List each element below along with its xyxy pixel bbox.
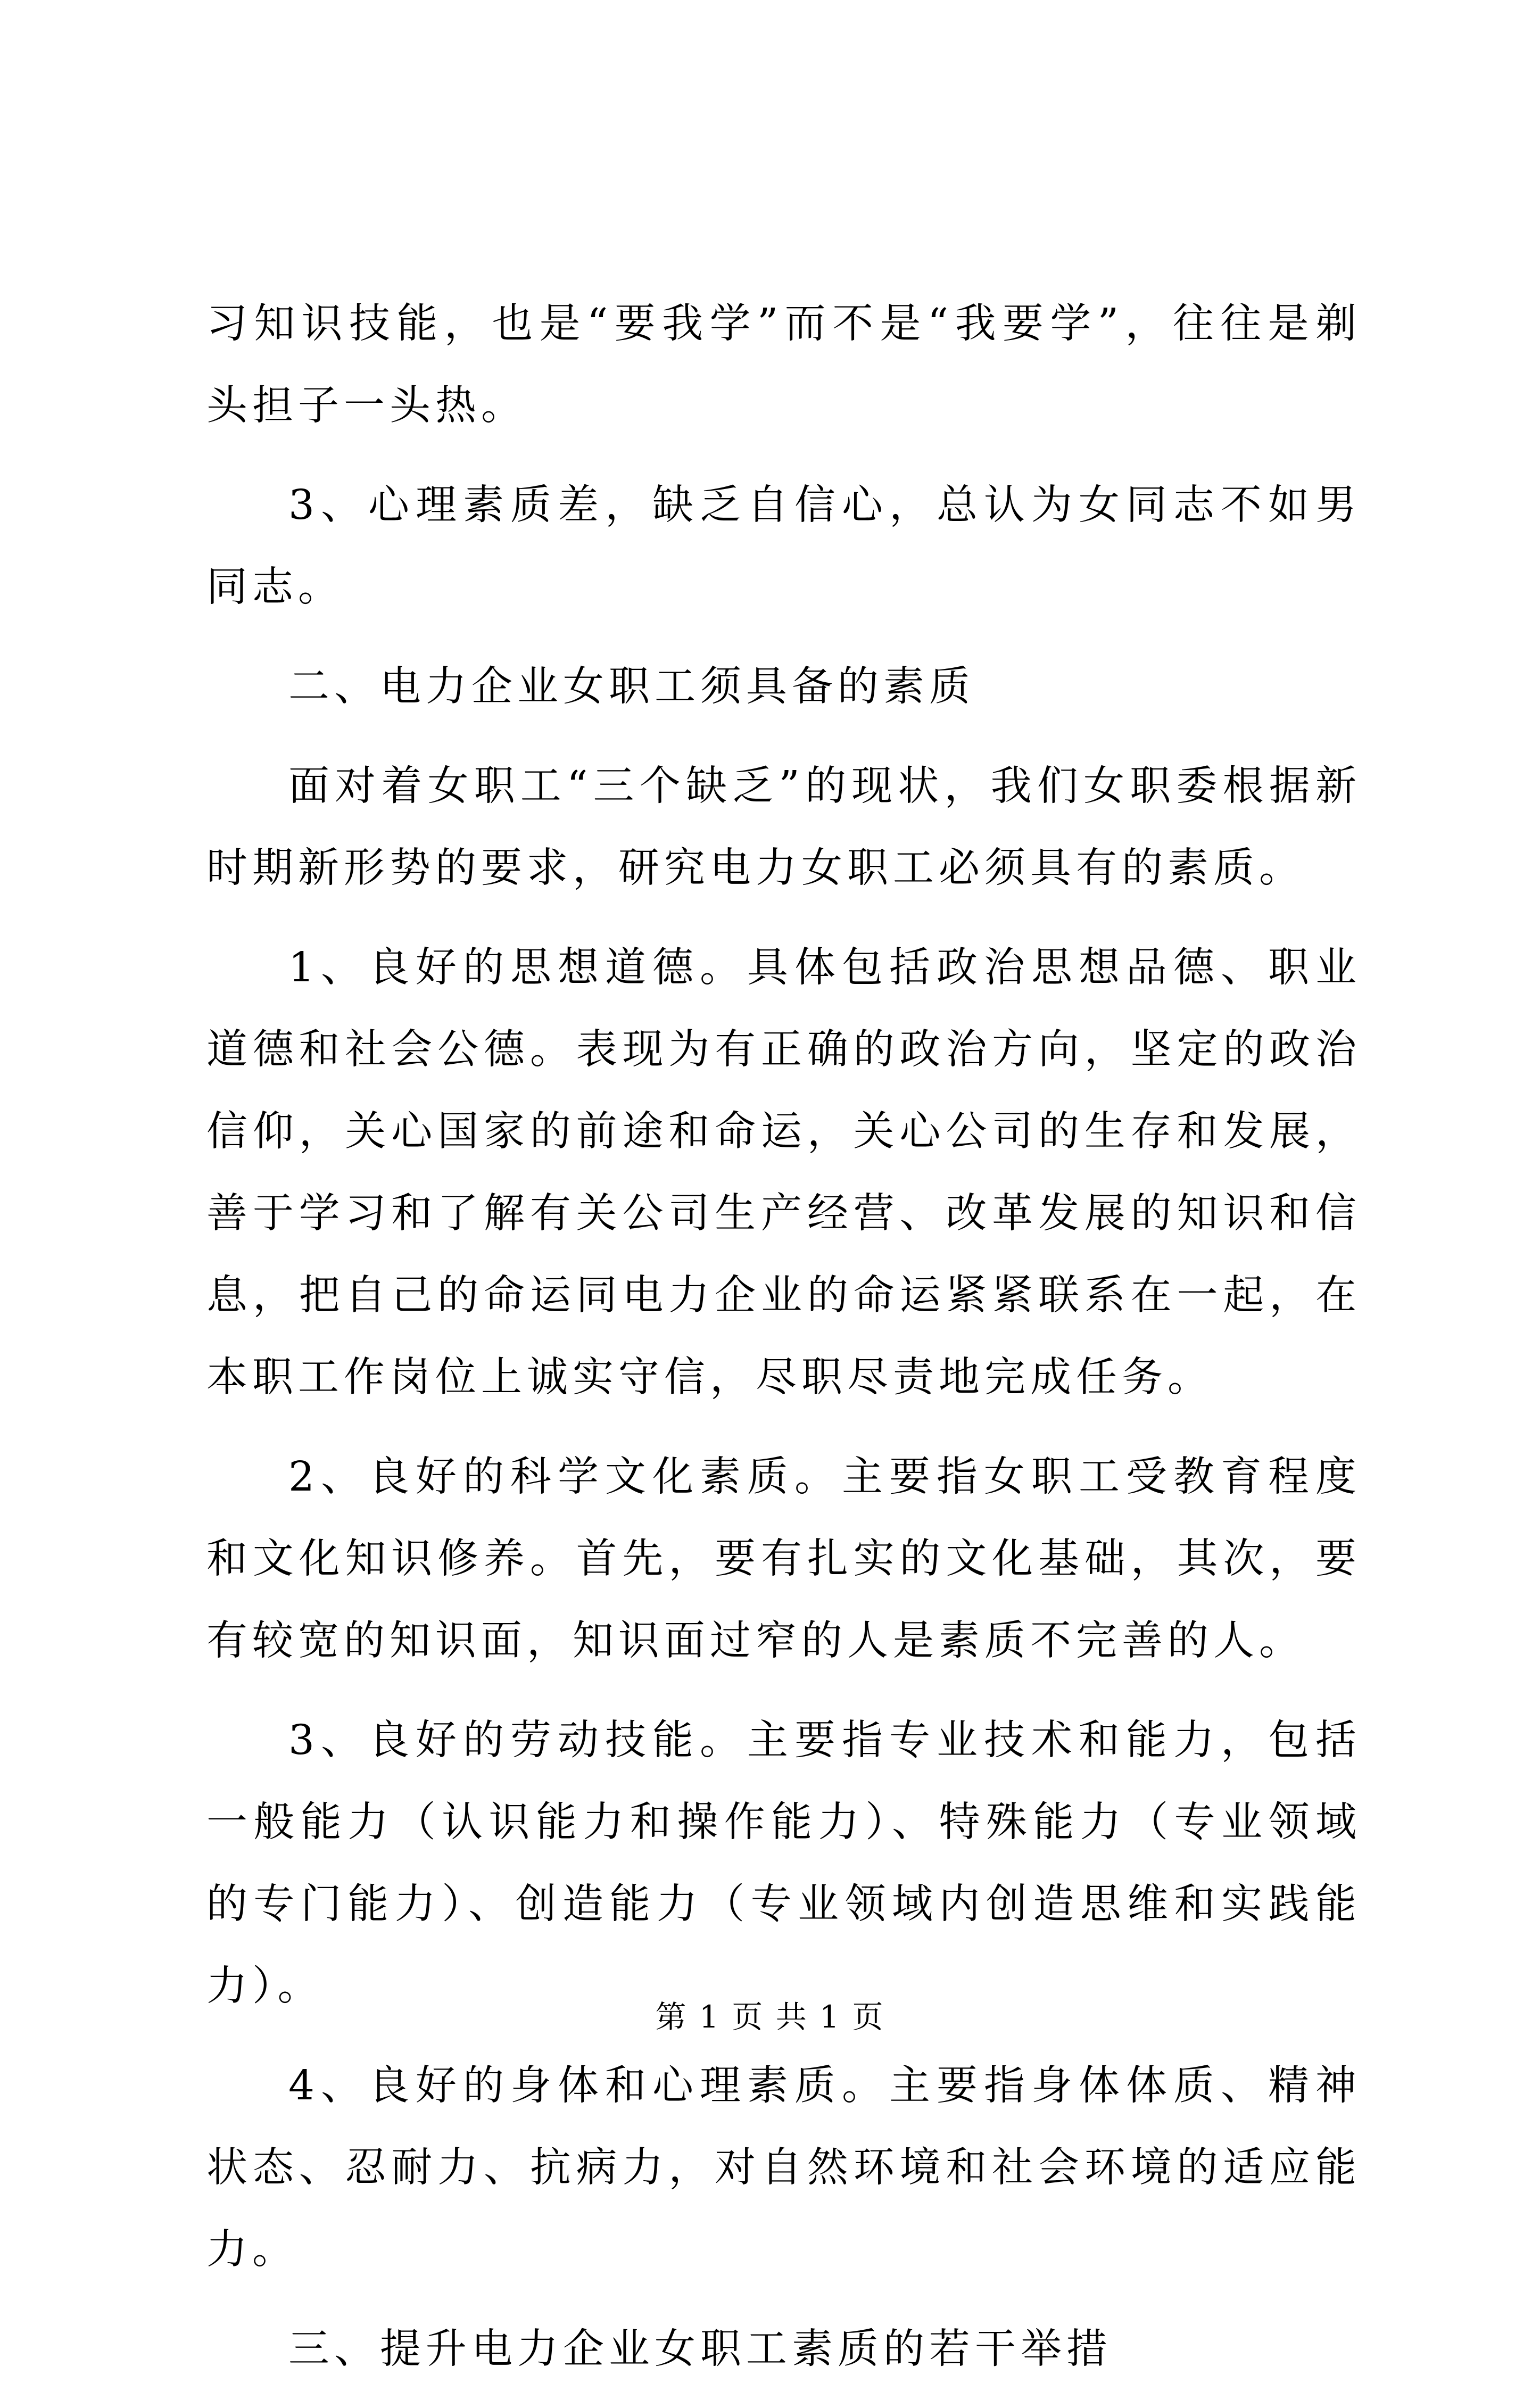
section-heading-measures: 三、提升电力企业女职工素质的若干举措: [288, 2326, 1112, 2373]
document-body: [206, 283, 1361, 2408]
paragraph-intro: 面对着女职工“三个缺乏”的现状，我们女职委根据新时期新形势的要求，研究电力女职工必须具有的素质。: [206, 763, 1361, 892]
list-item-psychology: 3、心理素质差，缺乏自信心，总认为女同志不如男同志。: [206, 482, 1361, 611]
list-item-health: 4、良好的身体和心理素质。主要指身体体质、精神状态、忍耐力、抗病力，对自然环境和社会环境的适应能力。: [206, 2062, 1361, 2273]
paragraph-continuation: 习知识技能，也是“要我学”而不是“我要学”，往往是剃头担子一头热。: [206, 300, 1361, 429]
list-item-skills: 3、良好的劳动技能。主要指专业技术和能力，包括一般能力（认识能力和操作能力）、特殊能力（专业领域的专门能力）、创造能力（专业领域内创造思维和实践能力）。: [206, 1717, 1361, 2010]
page-footer: 第 1 页 共 1 页: [655, 1999, 885, 2035]
list-item-ethics: 1、良好的思想道德。具体包括政治思想品德、职业道德和社会公德。表现为有正确的政治方向，坚定的政治信仰，关心国家的前途和命运，关心公司的生存和发展，善于学习和了解有关公司生产经营、改革发展的知识和信息，把自己的命运同电力企业的命运紧紧联系在一起，在本职工作岗位上诚实守信，尽职尽责地完成任务。: [206, 944, 1361, 1401]
section-heading-required-qualities: 二、电力企业女职工须具备的素质: [288, 663, 975, 710]
list-item-culture: 2、良好的科学文化素质。主要指女职工受教育程度和文化知识修养。首先，要有扎实的文化基础，其次，要有较宽的知识面，知识面过窄的人是素质不完善的人。: [206, 1453, 1361, 1665]
